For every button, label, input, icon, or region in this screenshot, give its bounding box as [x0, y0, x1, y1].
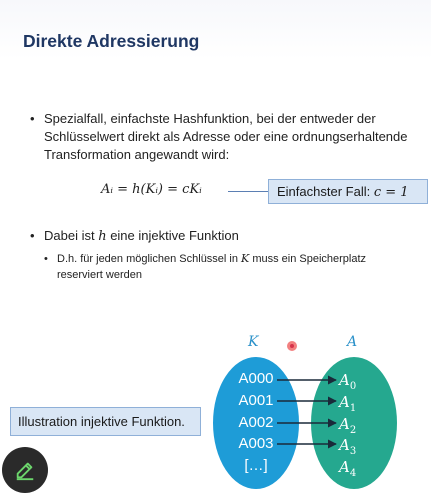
address-base: A — [339, 415, 350, 433]
bullet-spezialfall — [30, 110, 431, 164]
pen-icon — [14, 459, 36, 481]
bullet-dot: • — [30, 228, 35, 243]
bullet-text: eine injektive Funktion — [106, 228, 239, 243]
key-item: A003 — [238, 435, 274, 452]
hash-formula: Aᵢ = h(Kᵢ) = cKᵢ — [101, 182, 202, 197]
bullet-dot: • — [44, 253, 48, 265]
bullet-line: Schlüsselwert direkt als Adresse oder eine ordnungserhaltende — [44, 129, 408, 144]
key-item: A001 — [238, 392, 274, 409]
key-item: […] — [244, 457, 268, 474]
bullet-line: Spezialfall, einfachste Hashfunktion, bei der entweder der — [44, 111, 376, 126]
illustration-label: Illustration injektive Funktion. — [10, 407, 201, 436]
address-sub: 4 — [349, 468, 357, 479]
slide-title: Direkte Adressierung — [23, 31, 200, 51]
subbullet-math: K — [241, 252, 250, 265]
key-item: A000 — [238, 370, 274, 387]
set-label-k: K — [248, 334, 259, 350]
address-base: A — [339, 371, 350, 389]
subbullet-speicherplatz — [44, 251, 367, 283]
subbullet-text: D.h. für jeden möglichen Schlüssel in — [57, 253, 242, 265]
bullet-text: Dabei ist — [44, 228, 99, 243]
address-base: A — [339, 436, 350, 454]
address-base: A — [339, 393, 350, 411]
subbullet-line — [57, 251, 366, 267]
address-sub: 2 — [349, 425, 357, 436]
address-item — [339, 371, 356, 392]
address-item — [339, 415, 356, 436]
callout-simplest-case — [268, 179, 428, 204]
set-label-a: A — [347, 334, 358, 350]
subbullet-line: reserviert werden — [57, 269, 142, 281]
address-sub: 0 — [349, 381, 357, 392]
address-sub: 1 — [349, 403, 357, 414]
callout-connector — [228, 191, 268, 192]
address-base: A — [339, 458, 350, 476]
address-item — [339, 436, 356, 457]
laser-pointer — [287, 341, 297, 351]
bullet-injektiv — [30, 227, 239, 246]
callout-text: Einfachster Fall: — [277, 184, 374, 199]
address-item — [339, 393, 356, 414]
bullet-math: h — [98, 229, 107, 244]
bullet-line: Transformation angewandt wird: — [44, 147, 230, 162]
key-item: A002 — [238, 414, 274, 431]
callout-math: c = 1 — [373, 185, 409, 200]
bullet-dot: • — [30, 111, 35, 126]
address-item — [339, 458, 356, 479]
subbullet-text: muss ein Speicherplatz — [249, 253, 367, 265]
address-sub: 3 — [349, 446, 357, 457]
pen-tool-button[interactable] — [2, 447, 48, 493]
